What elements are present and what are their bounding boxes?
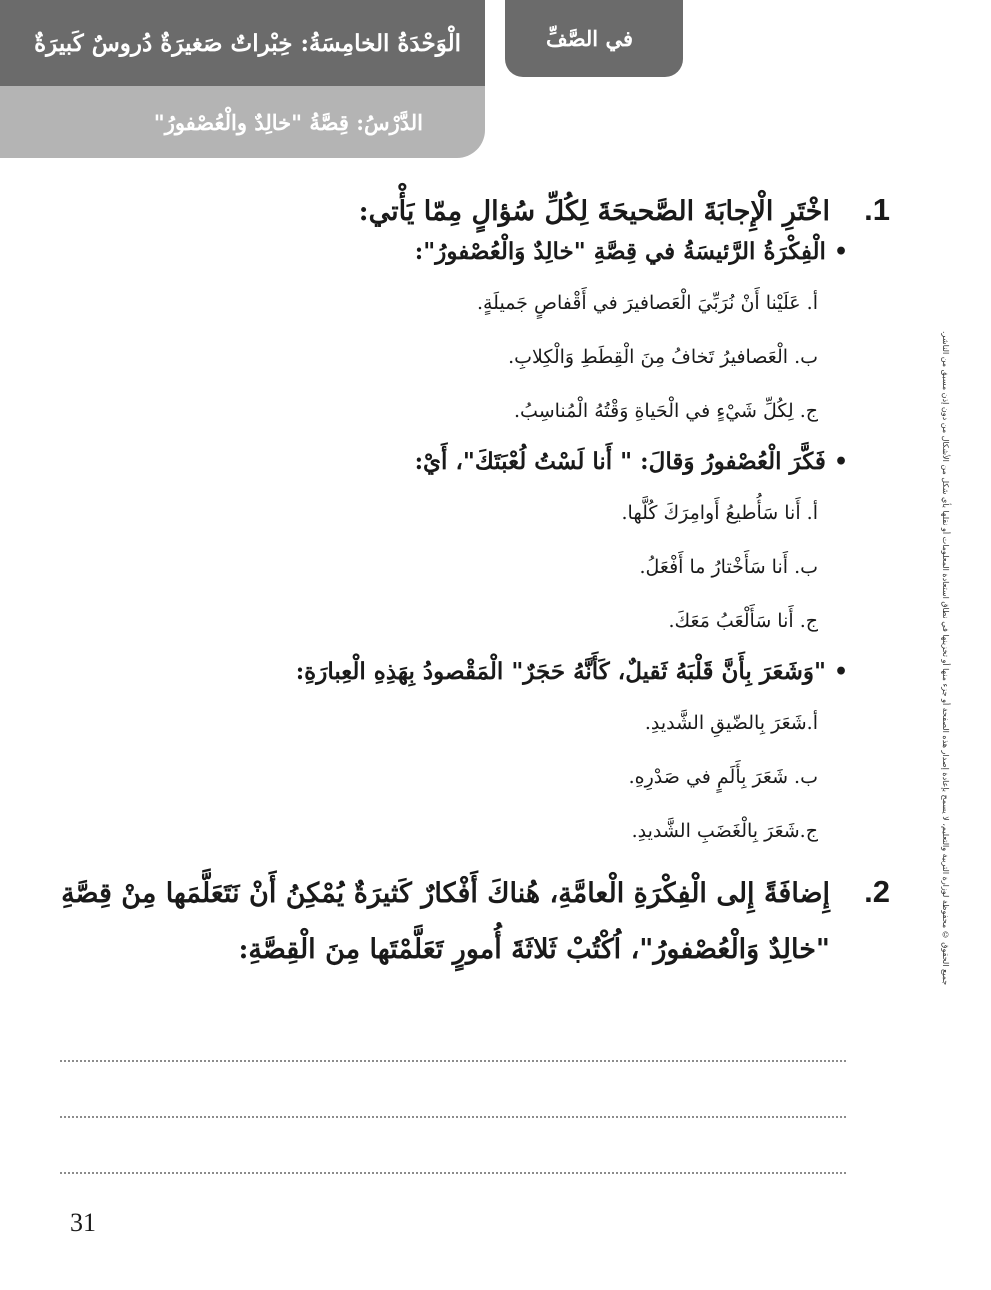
bullet-icon: • bbox=[833, 659, 848, 685]
lesson-title: الدَّرْسُ: قِصَّةُ "خالِدٌ والْعُصْفورُ" bbox=[153, 109, 423, 135]
item-1-option-a[interactable]: أ. عَلَيْنا أَنْ نُرَبِّيَ الْعَصافيرَ في أَقْفاصٍ جَميلَةٍ. bbox=[476, 291, 818, 314]
class-tab bbox=[505, 0, 683, 77]
item-1-option-c[interactable]: ج. لِكُلِّ شَيْءٍ في الْحَياةِ وَقْتُهُ الْمُناسِبُ. bbox=[514, 399, 818, 422]
worksheet-content bbox=[60, 190, 890, 978]
item-2-options bbox=[60, 486, 818, 648]
item-3-option-c[interactable]: ج.شَعَرَ بِالْغَضَبِ الشَّديدِ. bbox=[631, 819, 818, 842]
item-1-prompt: الْفِكْرَةُ الرَّئيسَةُ في قِصَّةِ "خالِدٌ وَالْعُصْفورُ": bbox=[414, 238, 826, 265]
item-3-prompt: "وَشَعَرَ بِأَنَّ قَلْبَهُ ثَقيلٌ، كَأَنَّهُ حَجَرٌ" الْمَقْصودُ بِهَذِهِ الْعِبارَةِ: bbox=[295, 658, 826, 685]
item-2-prompt: فَكَّرَ الْعُصْفورُ وَقالَ: " أَنا لَسْتُ لُعْبَتَكَ"، أَيْ: bbox=[414, 448, 826, 475]
question-1-item-2 bbox=[60, 444, 848, 480]
unit-title-banner bbox=[0, 0, 485, 86]
item-2-option-b[interactable]: ب. أَنا سَأَخْتارُ ما أَفْعَلُ. bbox=[639, 555, 818, 578]
question-1 bbox=[60, 190, 890, 232]
item-1-options bbox=[60, 276, 818, 438]
question-1-item-1 bbox=[60, 234, 848, 270]
page-number: 31 bbox=[70, 1208, 96, 1237]
copyright-notice: جميع الحقوق © محفوظة لوزارة التربية والتعليم، لا يسمح بإعادة إصدار هذه الصفحة أو جزء منها أو تخزينها في نطاق استعادة المعلومات أو نقلها بأي شكل من الأشكال من دون إذن مسبق من الناشر. bbox=[941, 330, 950, 985]
answer-line-1[interactable] bbox=[60, 1060, 846, 1062]
item-3-option-b[interactable]: ب. شَعَرَ بِأَلَمٍ في صَدْرِهِ. bbox=[628, 765, 818, 788]
lesson-title-banner bbox=[0, 86, 485, 158]
item-1-option-b[interactable]: ب. الْعَصافيرُ تَخافُ مِنَ الْقِطَطِ وَالْكِلابِ. bbox=[508, 345, 818, 368]
question-1-item-3 bbox=[60, 654, 848, 690]
item-3-option-a[interactable]: أ.شَعَرَ بِالضّيقِ الشَّديدِ. bbox=[644, 711, 818, 734]
question-2 bbox=[60, 864, 890, 978]
answer-line-3[interactable] bbox=[60, 1172, 846, 1174]
unit-title: الْوَحْدَةُ الخامِسَةُ: خِبْراتٌ صَغيرَةٌ دُروسٌ كَبيرَةٌ bbox=[34, 29, 461, 57]
item-3-options bbox=[60, 696, 818, 858]
question-1-text: اخْتَرِ الْإِجابَةَ الصَّحيحَةَ لِكُلِّ سُؤالٍ مِمّا يَأْتي: bbox=[358, 196, 830, 227]
answer-lines bbox=[60, 1060, 846, 1228]
item-2-option-a[interactable]: أ. أَنا سَأُطيعُ أَوامِرَكَ كُلَّها. bbox=[621, 501, 818, 524]
question-1-number: 1. bbox=[864, 192, 890, 227]
bullet-icon: • bbox=[833, 239, 848, 265]
item-2-option-c[interactable]: ج. أَنا سَأَلْعَبُ مَعَكَ. bbox=[668, 609, 818, 632]
question-2-text: إِضافَةً إِلى الْفِكْرَةِ الْعامَّةِ، هُناكَ أَفْكارٌ كَثيرَةٌ يُمْكِنُ أَنْ نَتَعَلَّمَها مِنْ قِصَّةِ "خالِدٌ وَالْعُصْفورُ"، اُكْتُبْ ثَلاثَةَ أُمورٍ تَعَلَّمْتَها مِنَ الْقِصَّةِ: bbox=[61, 878, 830, 965]
answer-line-2[interactable] bbox=[60, 1116, 846, 1118]
class-label: في الصَّفِّ bbox=[545, 26, 633, 51]
question-2-number: 2. bbox=[864, 874, 890, 909]
bullet-icon: • bbox=[833, 449, 848, 475]
